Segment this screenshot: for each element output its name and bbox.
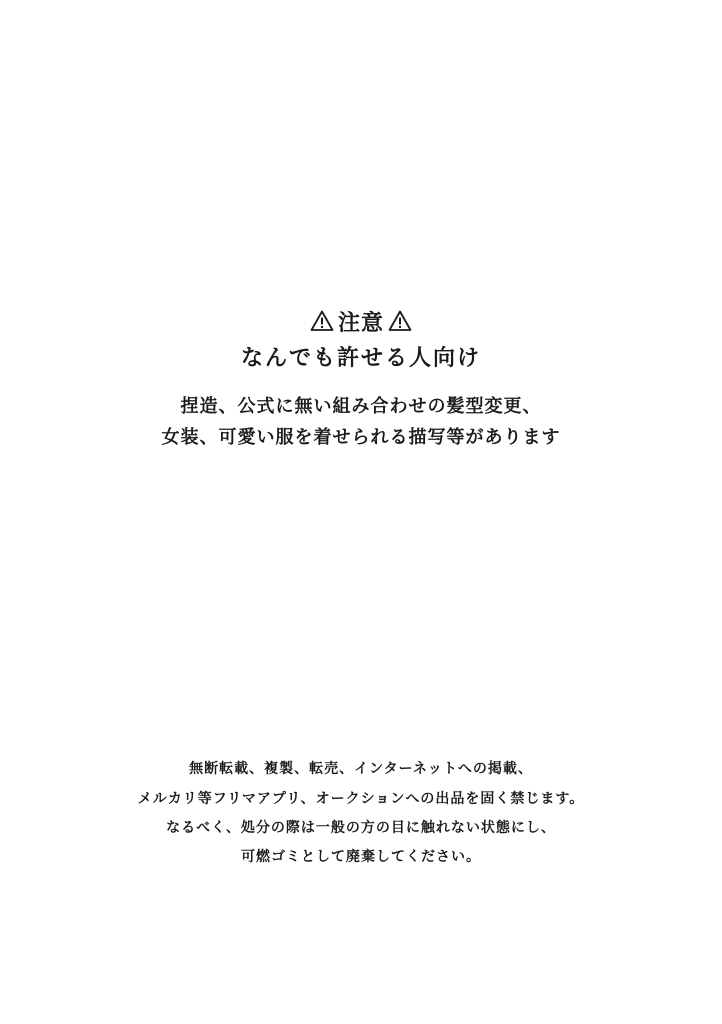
- warning-subtitle: なんでも許せる人向け: [240, 346, 481, 371]
- warning-title: 注意: [337, 310, 384, 336]
- notice-line: 可燃ゴミとして廃棄してください。: [241, 849, 481, 865]
- notice-line: メルカリ等フリマアプリ、オークションへの出品を固く禁じます。: [137, 791, 585, 807]
- warning-description-line: 女装、可愛い服を着せられる描写等があります: [161, 427, 561, 448]
- warning-triangle-icon: [388, 309, 412, 333]
- notice-line: なるべく、処分の際は一般の方の目に触れない状態にし、: [166, 820, 556, 836]
- warning-description-line: 捏造、公式に無い組み合わせの髪型変更、: [180, 396, 542, 417]
- warning-title-row: [0, 304, 722, 338]
- warning-triangle-icon: [310, 309, 334, 333]
- notice-line: 無断転載、複製、転売、インターネットへの掲載、: [189, 761, 533, 777]
